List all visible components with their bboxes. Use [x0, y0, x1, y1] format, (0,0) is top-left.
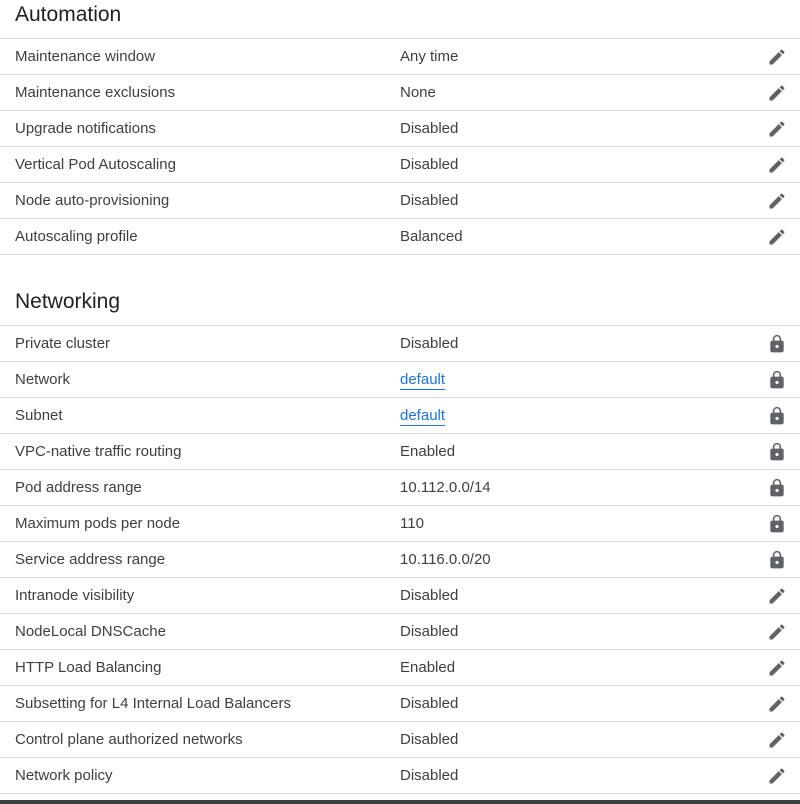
row-value: Disabled	[400, 623, 459, 640]
row-label: Subsetting for L4 Internal Load Balancers	[15, 695, 292, 712]
row-upgrade-notifications	[0, 111, 800, 147]
pencil-icon[interactable]	[766, 154, 788, 176]
pencil-icon[interactable]	[766, 693, 788, 715]
row-value: Enabled	[400, 659, 456, 676]
row-vpc-native-traffic-routing	[0, 434, 800, 470]
pencil-icon[interactable]	[766, 118, 788, 140]
row-value: Disabled	[400, 192, 459, 209]
networking-table	[0, 325, 800, 794]
row-value: Disabled	[400, 335, 459, 352]
row-value: Disabled	[400, 767, 459, 784]
row-value: Disabled	[400, 731, 459, 748]
pencil-icon[interactable]	[766, 82, 788, 104]
row-network	[0, 362, 800, 398]
row-label: Vertical Pod Autoscaling	[15, 156, 176, 173]
networking-section-title: Networking	[15, 290, 121, 313]
row-label: Maximum pods per node	[15, 515, 181, 532]
row-label: Maintenance window	[15, 48, 156, 65]
row-label: Service address range	[15, 551, 166, 568]
lock-icon	[766, 441, 788, 463]
row-label: VPC-native traffic routing	[15, 443, 182, 460]
row-label: Maintenance exclusions	[15, 84, 176, 101]
row-maximum-pods-per-node	[0, 506, 800, 542]
row-value: Enabled	[400, 443, 456, 460]
pencil-icon[interactable]	[766, 226, 788, 248]
row-control-plane-authorized-networks	[0, 722, 800, 758]
row-vertical-pod-autoscaling	[0, 147, 800, 183]
row-pod-address-range	[0, 470, 800, 506]
lock-icon	[766, 405, 788, 427]
row-value: 110	[400, 515, 424, 532]
lock-icon	[766, 549, 788, 571]
bottom-scroll-edge	[0, 800, 800, 804]
row-value: Disabled	[400, 695, 459, 712]
row-http-load-balancing	[0, 650, 800, 686]
row-value: 10.112.0.0/14	[400, 479, 491, 496]
row-service-address-range	[0, 542, 800, 578]
lock-icon	[766, 333, 788, 355]
pencil-icon[interactable]	[766, 621, 788, 643]
automation-section-title: Automation	[15, 3, 122, 26]
lock-icon	[766, 513, 788, 535]
pencil-icon[interactable]	[766, 190, 788, 212]
row-value: Disabled	[400, 156, 459, 173]
pencil-icon[interactable]	[766, 765, 788, 787]
row-value: None	[400, 84, 436, 101]
row-node-auto-provisioning	[0, 183, 800, 219]
row-maintenance-exclusions	[0, 75, 800, 111]
row-label: Node auto-provisioning	[15, 192, 170, 209]
row-label: Pod address range	[15, 479, 142, 496]
pencil-icon[interactable]	[766, 46, 788, 68]
pencil-icon[interactable]	[766, 657, 788, 679]
automation-table	[0, 38, 800, 255]
lock-icon	[766, 369, 788, 391]
row-label: Intranode visibility	[15, 587, 135, 604]
row-autoscaling-profile	[0, 219, 800, 255]
row-private-cluster	[0, 326, 800, 362]
lock-icon	[766, 477, 788, 499]
row-label: Network policy	[15, 767, 113, 784]
link-text[interactable]: default	[400, 371, 446, 388]
link-text[interactable]: default	[400, 407, 446, 424]
row-subnet	[0, 398, 800, 434]
row-intranode-visibility	[0, 578, 800, 614]
row-network-policy	[0, 758, 800, 794]
row-maintenance-window	[0, 39, 800, 75]
pencil-icon[interactable]	[766, 585, 788, 607]
row-value: 10.116.0.0/20	[400, 551, 491, 568]
row-label: Upgrade notifications	[15, 120, 156, 137]
row-label: HTTP Load Balancing	[15, 659, 162, 676]
row-value-link[interactable]	[400, 362, 445, 397]
row-value: Balanced	[400, 228, 463, 245]
row-subsetting-for-l4-internal-load-balancers	[0, 686, 800, 722]
row-value: Any time	[400, 48, 459, 65]
row-value-link[interactable]	[400, 398, 445, 433]
row-label: Autoscaling profile	[15, 228, 138, 245]
row-value: Disabled	[400, 120, 459, 137]
row-value: Disabled	[400, 587, 459, 604]
row-label: Network	[15, 371, 71, 388]
row-label: NodeLocal DNSCache	[15, 623, 166, 640]
pencil-icon[interactable]	[766, 729, 788, 751]
row-nodelocal-dnscache	[0, 614, 800, 650]
row-label: Subnet	[15, 407, 63, 424]
row-label: Private cluster	[15, 335, 111, 352]
row-label: Control plane authorized networks	[15, 731, 243, 748]
